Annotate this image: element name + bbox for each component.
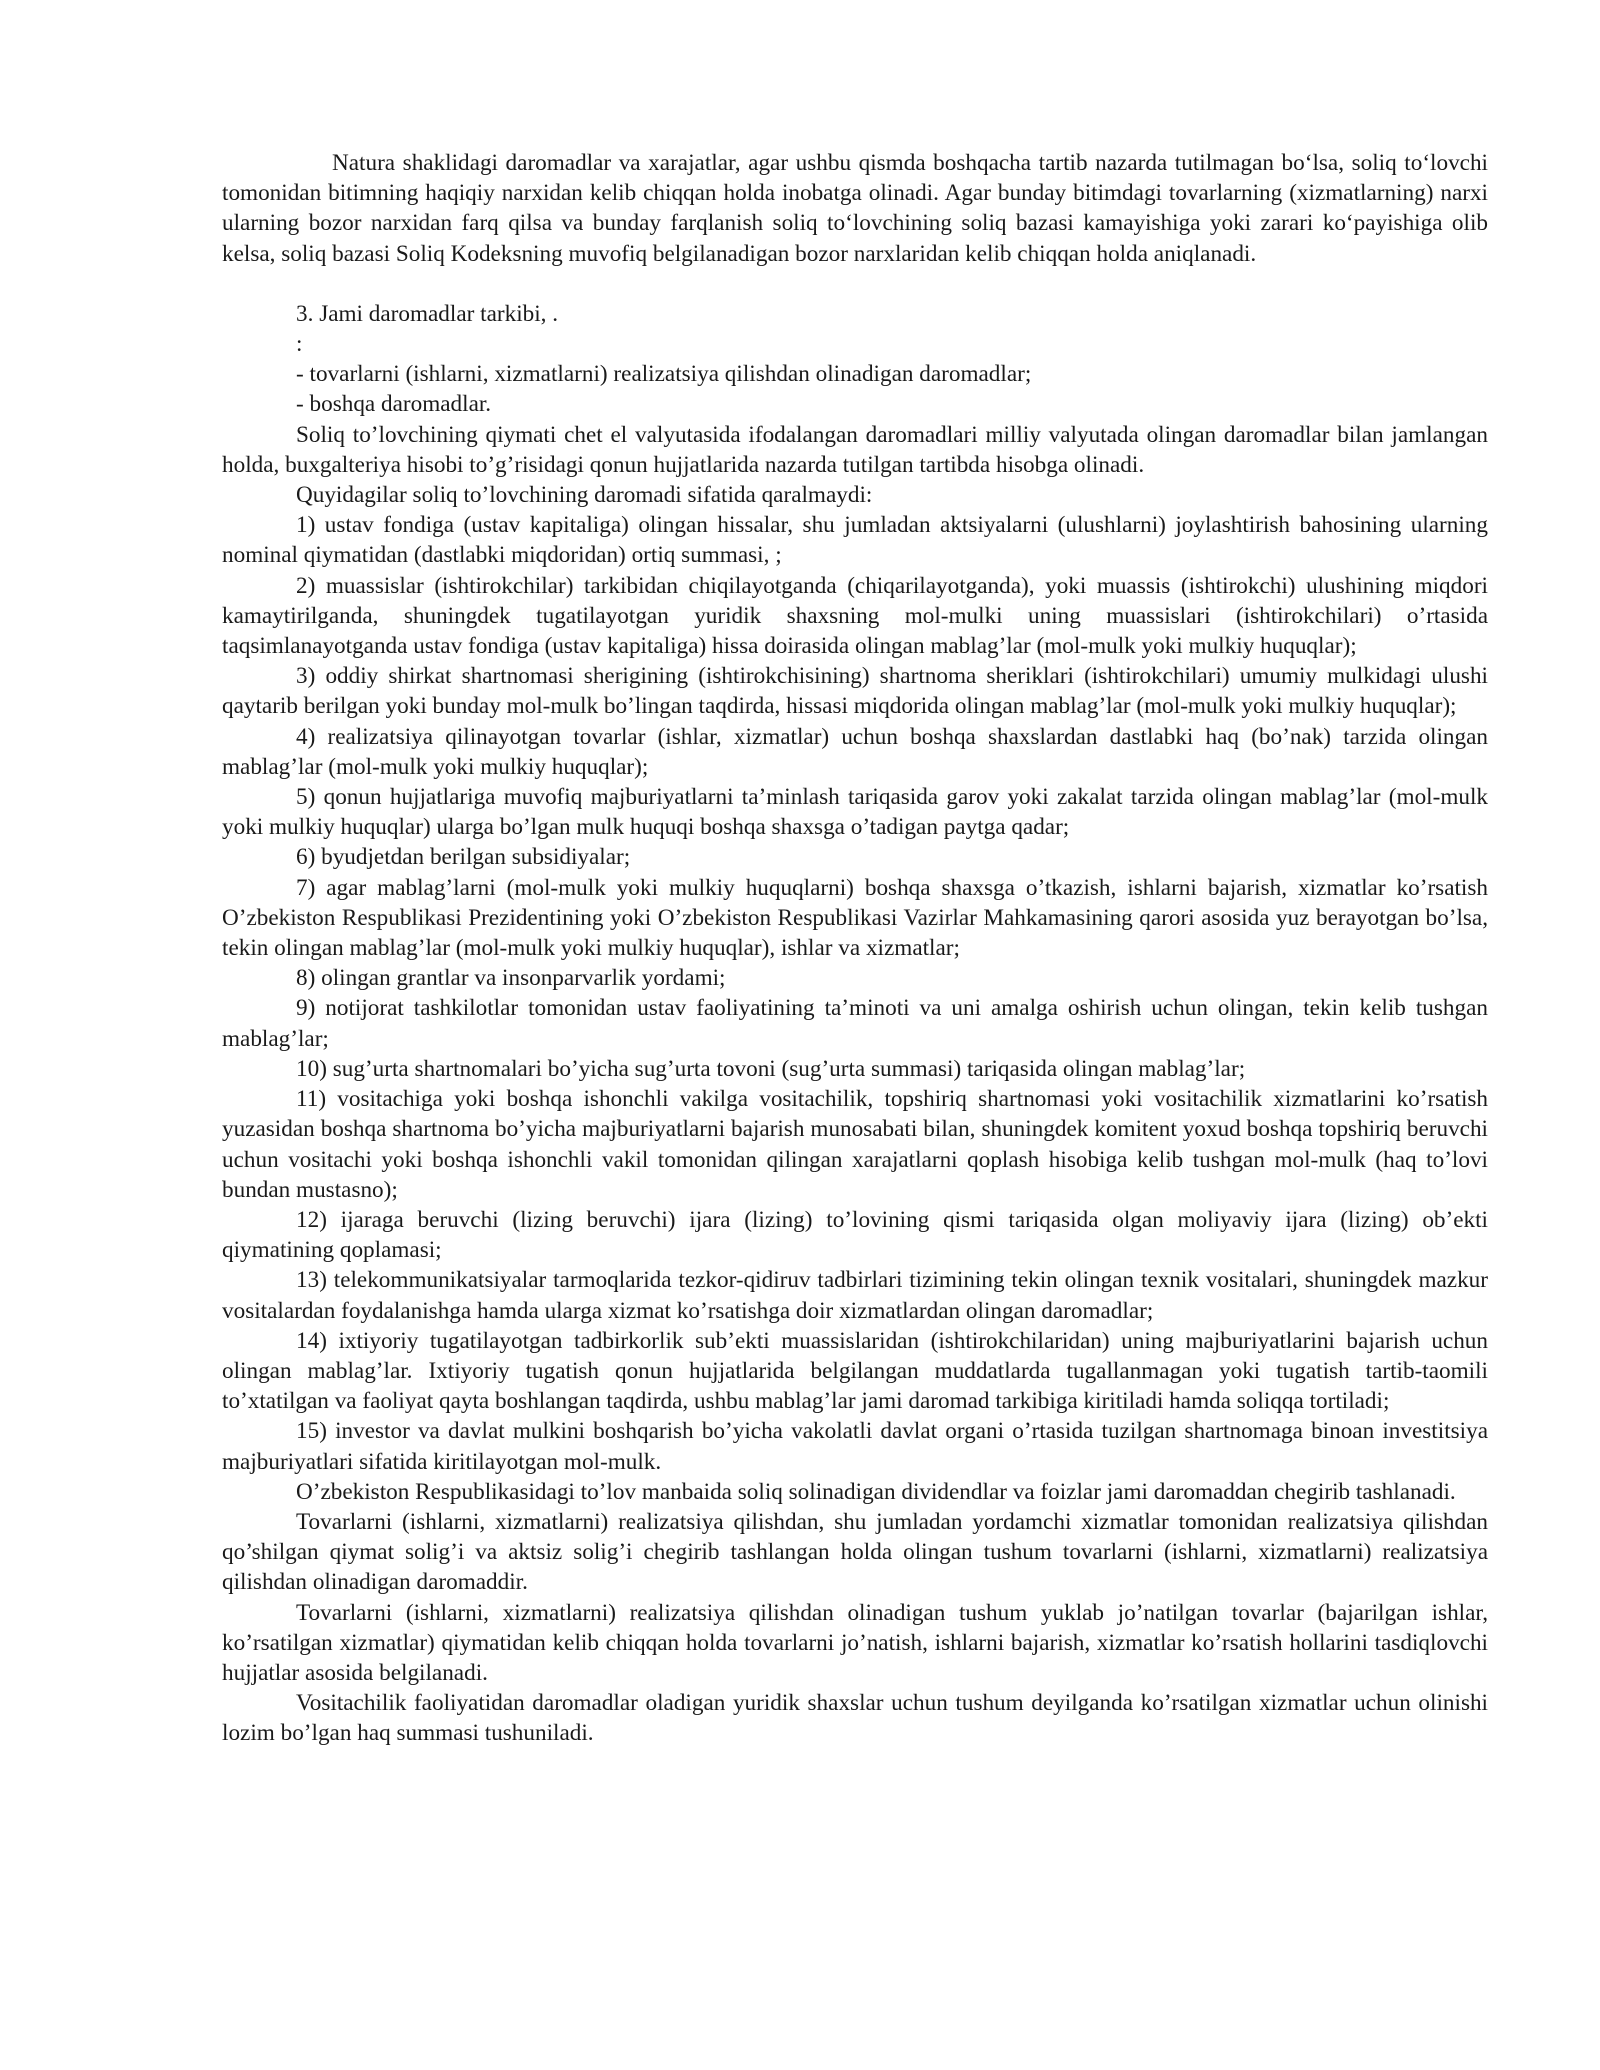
paragraph-sales-revenue: Tovarlarni (ishlarni, xizmatlarni) realizatsiya qilishdan, shu jumladan yordamchi xizmatlar tomonidan realizatsiya qilishdan qo’shilgan qiymat solig’i va aktsiz solig’i chegirib tashlangan holda olingan tushum tovarlarni (ishlarni, xizmatlarni) realizatsiya qilishdan olinadigan daromaddir. xyxy=(222,1508,1488,1596)
paragraph-colon: : xyxy=(296,331,303,358)
list-item-14: 14) ixtiyoriy tugatilayotgan tadbirkorlik sub’ekti muassislaridan (ishtirokchilaridan) uning majburiyatlarini bajarish uchun olingan mablag’lar. Ixtiyoriy tugatish qonun hujjatlarida belgilangan muddatlarda tugallanmagan yoki tugatish tartib-taomili to’xtatilgan va faoliyat qayta boshlangan taqdirda, ushbu mablag’lar jami daromad tarkibiga kiritiladi hamda soliqqa tortiladi; xyxy=(222,1327,1488,1415)
paragraph-natura-income: Natura shaklidagi daromadlar va xarajatlar, agar ushbu qismda boshqacha tartib nazarda tutilmagan bo‘lsa, soliq to‘lovchi tomonidan bitimning haqiqiy narxidan kelib chiqqan holda inobatga olinadi. Agar bunday bitimdagi tovarlarning (xizmatlarning) narxi ularning bozor narxidan farq qilsa va bunday farqlanish soliq to‘lovchining soliq bazasi kamayishiga yoki zarari ko‘payishiga olib kelsa, soliq bazasi Soliq Kodeksning muvofiq belgilanadigan bozor narxlaridan kelib chiqqan holda aniqlanadi. xyxy=(222,150,1488,267)
list-item-sales-income: - tovarlarni (ishlarni, xizmatlarni) realizatsiya qilishdan olinadigan daromadlar; xyxy=(296,361,1032,388)
paragraph-not-income-intro: Quyidagilar soliq to’lovchining daromadi sifatida qaralmaydi: xyxy=(296,482,873,509)
list-item-10: 10) sug’urta shartnomalari bo’yicha sug’urta tovoni (sug’urta summasi) tariqasida olingan mablag’lar; xyxy=(296,1055,1246,1082)
document-page xyxy=(222,148,1488,1749)
paragraph-intermediary-revenue: Vositachilik faoliyatidan daromadlar oladigan yuridik shaxslar uchun tushum deyilganda ko’rsatilgan xizmatlar uchun olinishi lozim bo’lgan haq summasi tushuniladi. xyxy=(222,1690,1488,1747)
list-item-13: 13) telekommunikatsiyalar tarmoqlarida tezkor-qidiruv tadbirlari tizimining tekin olingan texnik vositalari, shuningdek mazkur vositalardan foydalanishga hamda ularga xizmat ko’rsatishga doir xizmatlardan olingan daromadlar; xyxy=(222,1267,1488,1324)
section-heading-gross-income: 3. Jami daromadlar tarkibi, . xyxy=(296,300,559,327)
list-item-6: 6) byudjetdan berilgan subsidiyalar; xyxy=(296,844,631,871)
list-item-other-income: - boshqa daromadlar. xyxy=(296,391,492,418)
list-item-9: 9) notijorat tashkilotlar tomonidan ustav faoliyatining ta’minoti va uni amalga oshirish uchun olingan, tekin kelib tushgan mablag’lar; xyxy=(222,995,1488,1052)
paragraph-revenue-determination: Tovarlarni (ishlarni, xizmatlarni) realizatsiya qilishdan olinadigan tushum yuklab jo’natilgan tovarlar (bajarilgan ishlar, ko’rsatilgan xizmatlar) qiymatidan kelib chiqqan holda tovarlarni jo’natish, ishlarni bajarish, xizmatlar ko’rsatish hollarini tasdiqlovchi hujjatlar asosida belgilanadi. xyxy=(222,1599,1488,1686)
list-item-1: 1) ustav fondiga (ustav kapitaliga) olingan hissalar, shu jumladan aktsiyalarni (ulushlarni) joylashtirish bahosining ularning nominal qiymatidan (dastlabki miqdoridan) ortiq summasi, ; xyxy=(222,512,1488,569)
list-item-12: 12) ijaraga beruvchi (lizing beruvchi) ijara (lizing) to’lovining qismi tariqasida olgan moliyaviy ijara (lizing) ob’ekti qiymatining qoplamasi; xyxy=(222,1206,1488,1264)
paragraph-dividends: O’zbekiston Respublikasidagi to’lov manbaida soliq solinadigan dividendlar va foizlar jami daromaddan chegirib tashlanadi. xyxy=(296,1478,1456,1505)
list-item-3: 3) oddiy shirkat shartnomasi sherigining (ishtirokchisining) shartnoma sheriklari (ishtirokchilari) umumiy mulkidagi ulushi qaytarib berilgan yoki bunday mol-mulk bo’lingan taqdirda, hissasi miqdorida olingan mablag’lar (mol-mulk yoki mulkiy huquqlar); xyxy=(222,663,1488,720)
list-item-15: 15) investor va davlat mulkini boshqarish bo’yicha vakolatli davlat organi o’rtasida tuzilgan shartnomaga binoan investitsiya majburiyatlari sifatida kiritilayotgan mol-mulk. xyxy=(222,1418,1488,1475)
list-item-2: 2) muassislar (ishtirokchilar) tarkibidan chiqilayotganda (chiqarilayotganda), yoki muassis (ishtirokchi) ulushining miqdori kamaytirilganda, shuningdek tugatilayotgan yuridik shaxsning mol-mulki uning muassislari (ishtirokchilari) o’rtasida taqsimlanayotganda ustav fondiga (ustav kapitaliga) hissa doirasida olingan mablag’lar (mol-mulk yoki mulkiy huquqlar); xyxy=(222,572,1488,660)
list-item-7: 7) agar mablag’larni (mol-mulk yoki mulkiy huquqlarni) boshqa shaxsga o’tkazish, ishlarni bajarish, xizmatlar ko’rsatish O’zbekiston Respublikasi Prezidentining yoki O’zbekiston Respublikasi Vazirlar Mahkamasining qarori asosida yuz berayotgan bo’lsa, tekin olingan mablag’lar (mol-mulk yoki mulkiy huquqlar), ishlar va xizmatlar; xyxy=(222,874,1488,962)
list-item-8: 8) olingan grantlar va insonparvarlik yordami; xyxy=(296,965,726,992)
list-item-11: 11) vositachiga yoki boshqa ishonchli vakilga vositachilik, topshiriq shartnomasi yoki vositachilik xizmatlarini ko’rsatish yuzasidan boshqa shartnoma bo’yicha majburiyatlarni bajarish munosabati bilan, shuningdek komitent yoxud boshqa topshiriq beruvchi uchun vositachi yoki boshqa ishonchli vakil tomonidan qilingan xarajatlarni qoplash hisobiga kelib tushgan mol-mulk (haq to’lovi bundan mustasno); xyxy=(222,1086,1488,1203)
list-item-4: 4) realizatsiya qilinayotgan tovarlar (ishlar, xizmatlar) uchun boshqa shaxslardan dastlabki haq (bo’nak) tarzida olingan mablag’lar (mol-mulk yoki mulkiy huquqlar); xyxy=(222,723,1488,780)
paragraph-foreign-currency: Soliq to’lovchining qiymati chet el valyutasida ifodalangan daromadlari milliy valyutada olingan daromadlar bilan jamlangan holda, buxgalteriya hisobi to’g’risidagi qonun hujjatlarida nazarda tutilgan tartibda hisobga olinadi. xyxy=(222,421,1488,478)
list-item-5: 5) qonun hujjatlariga muvofiq majburiyatlarni ta’minlash tariqasida garov yoki zakalat tarzida olingan mablag’lar (mol-mulk yoki mulkiy huquqlar) ularga bo’lgan mulk huquqi boshqa shaxsga o’tadigan paytga qadar; xyxy=(222,784,1488,841)
